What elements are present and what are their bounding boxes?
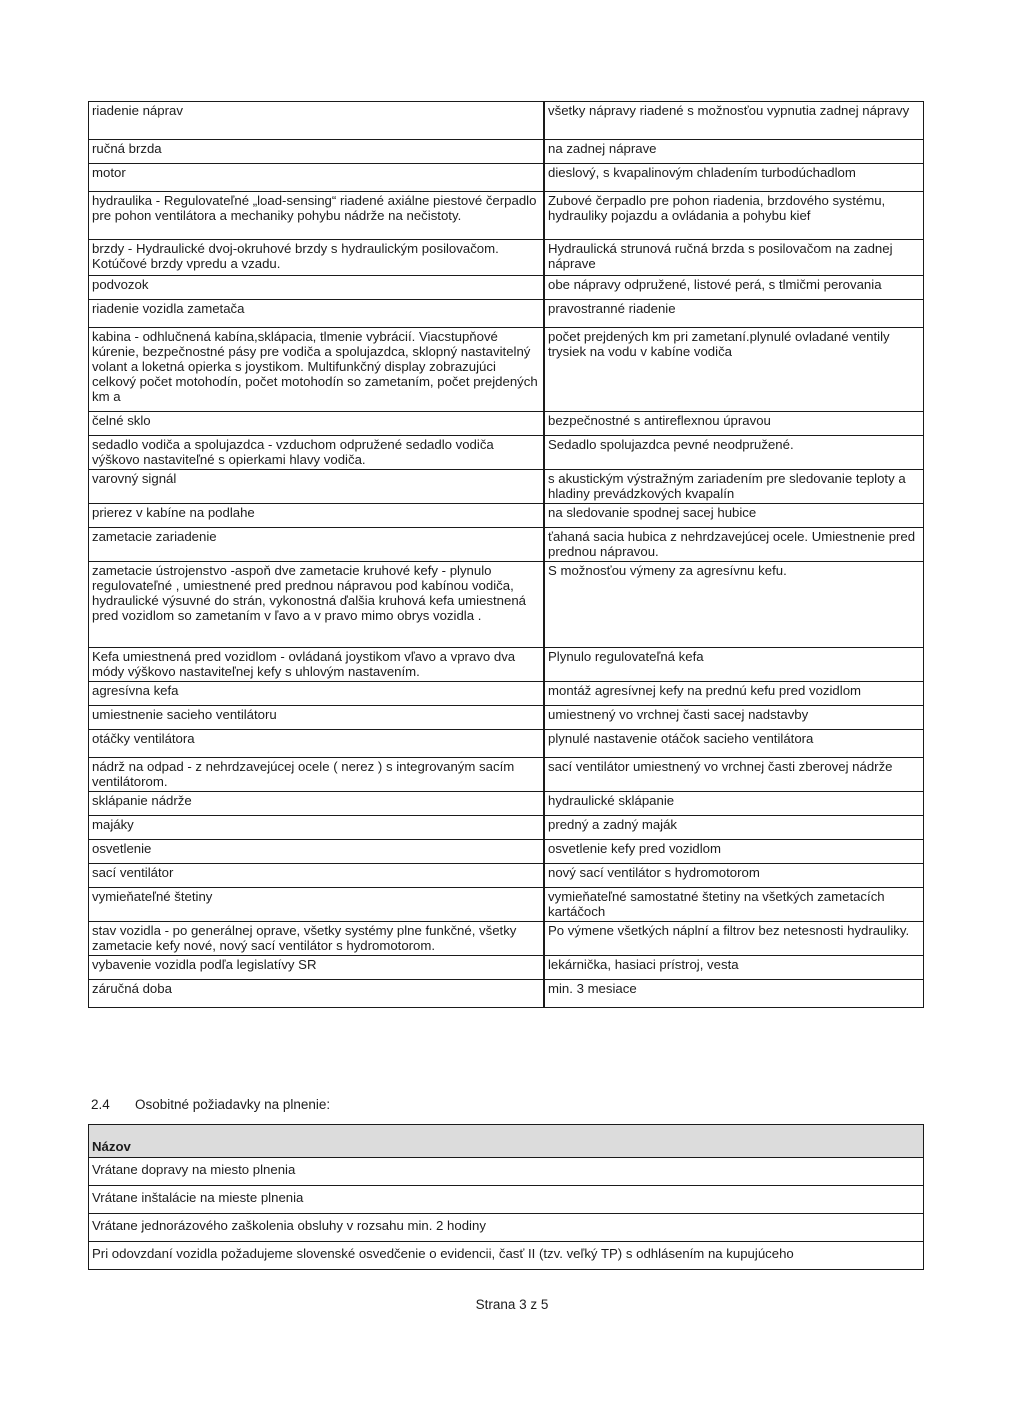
spec-row: [89, 192, 924, 240]
spec-value: Zubové čerpadlo pre pohon riadenia, brzdového systému, hydrauliky pojazdu a ovládania a pohybu kief: [545, 192, 924, 240]
spec-row: [89, 792, 924, 816]
spec-row: [89, 562, 924, 648]
spec-value: plynulé nastavenie otáčok sacieho ventilátora: [545, 730, 924, 758]
spec-parameter: agresívna kefa: [89, 682, 544, 706]
spec-value: Sedadlo spolujazdca pevné neodpružené.: [545, 436, 924, 470]
spec-row: [89, 980, 924, 1008]
spec-parameter: sací ventilátor: [89, 864, 544, 888]
spec-row: [89, 276, 924, 300]
spec-row: [89, 470, 924, 504]
requirement-item: Vrátane jednorázového zaškolenia obsluhy v rozsahu min. 2 hodiny: [89, 1214, 924, 1242]
spec-row: [89, 436, 924, 470]
spec-row: [89, 648, 924, 682]
spec-value: počet prejdených km pri zametaní.plynulé ovladané ventily trysiek na vodu v kabíne vodiča: [545, 328, 924, 412]
spec-value: na zadnej náprave: [545, 140, 924, 164]
specification-table: [88, 101, 924, 1008]
spec-value: hydraulické sklápanie: [545, 792, 924, 816]
section-number: 2.4: [91, 1097, 110, 1112]
spec-row: [89, 816, 924, 840]
spec-parameter: motor: [89, 164, 544, 192]
requirement-item: Pri odovzdaní vozidla požadujeme slovenské osvedčenie o evidencii, časť II (tzv. veľký TP) s odhlásením na kupujúceho: [89, 1242, 924, 1270]
requirement-row: [89, 1158, 924, 1186]
spec-value: min. 3 mesiace: [545, 980, 924, 1008]
requirement-row: [89, 1214, 924, 1242]
section-title: Osobitné požiadavky na plnenie:: [135, 1097, 331, 1112]
page-number: Strana 3 z 5: [475, 1297, 549, 1312]
spec-row: [89, 412, 924, 436]
spec-value: montáž agresívnej kefy na prednú kefu pred vozidlom: [545, 682, 924, 706]
spec-value: Po výmene všetkých náplní a filtrov bez netesnosti hydrauliky.: [545, 922, 924, 956]
spec-value: lekárnička, hasiaci prístroj, vesta: [545, 956, 924, 980]
spec-parameter: hydraulika - Regulovateľné „load-sensing“ riadené axiálne piestové čerpadlo pre pohon ventilátora a mechaniky pohybu nádrže na nečistoty.: [89, 192, 544, 240]
requirement-item: Vrátane dopravy na miesto plnenia: [89, 1158, 924, 1186]
spec-value: Plynulo regulovateľná kefa: [545, 648, 924, 682]
spec-parameter: kabina - odhlučnená kabína,sklápacia, tlmenie vybrácií. Viacstupňové kúrenie, bezpečnostné pásy pre vodiča a spolujazdca, sklopný nastavitelný volant a loketná opierka s joystikom. Multifunkčný display zobrazujúci celkový počet motohodín, počet motohodín so zametaním, počet prejdených km a: [89, 328, 544, 412]
requirement-row: [89, 1186, 924, 1214]
spec-row: [89, 706, 924, 730]
spec-value: dieslový, s kvapalinovým chladením turbodúchadlom: [545, 164, 924, 192]
spec-parameter: podvozok: [89, 276, 544, 300]
spec-parameter: zametacie zariadenie: [89, 528, 544, 562]
spec-parameter: otáčky ventilátora: [89, 730, 544, 758]
spec-value: vymieňateľné samostatné štetiny na všetkých zametacích kartáčoch: [545, 888, 924, 922]
requirement-item: Vrátane inštalácie na mieste plnenia: [89, 1186, 924, 1214]
spec-row: [89, 888, 924, 922]
spec-parameter: sklápanie nádrže: [89, 792, 544, 816]
section-heading: [91, 1097, 330, 1112]
spec-parameter: vymieňateľné štetiny: [89, 888, 544, 922]
spec-row: [89, 956, 924, 980]
spec-value: Hydraulická strunová ručná brzda s posilovačom na zadnej náprave: [545, 240, 924, 276]
spec-parameter: riadenie náprav: [89, 102, 544, 140]
requirements-header: Názov: [89, 1125, 924, 1158]
spec-row: [89, 758, 924, 792]
spec-row: [89, 864, 924, 888]
spec-row: [89, 504, 924, 528]
spec-parameter: záručná doba: [89, 980, 544, 1008]
spec-row: [89, 528, 924, 562]
spec-parameter: nádrž na odpad - z nehrdzavejúcej ocele ( nerez ) s integrovaným sacím ventilátorom.: [89, 758, 544, 792]
spec-value: na sledovanie spodnej sacej hubice: [545, 504, 924, 528]
spec-value: všetky nápravy riadené s možnosťou vypnutia zadnej nápravy: [545, 102, 924, 140]
spec-row: [89, 300, 924, 328]
spec-value: pravostranné riadenie: [545, 300, 924, 328]
spec-parameter: varovný signál: [89, 470, 544, 504]
spec-parameter: vybavenie vozidla podľa legislatívy SR: [89, 956, 544, 980]
spec-parameter: čelné sklo: [89, 412, 544, 436]
spec-parameter: prierez v kabíne na podlahe: [89, 504, 544, 528]
spec-parameter: ručná brzda: [89, 140, 544, 164]
spec-value: bezpečnostné s antireflexnou úpravou: [545, 412, 924, 436]
spec-parameter: osvetlenie: [89, 840, 544, 864]
spec-value: s akustickým výstražným zariadením pre sledovanie teploty a hladiny prevádzkových kvapalín: [545, 470, 924, 504]
spec-value: osvetlenie kefy pred vozidlom: [545, 840, 924, 864]
requirement-row: [89, 1242, 924, 1270]
spec-parameter: majáky: [89, 816, 544, 840]
spec-value: umiestnený vo vrchnej časti sacej nadstavby: [545, 706, 924, 730]
spec-parameter: zametacie ústrojenstvo -aspoň dve zametacie kruhové kefy - plynulo regulovateľné , umiestnené pred prednou nápravou pod kabínou vodiča, hydraulické výsuvné do strán, vykonostná ďalšia kruhová kefa umiestnená pred vozidlom so zametaním v ľavo a v pravo mimo obrys vozidla .: [89, 562, 544, 648]
spec-row: [89, 102, 924, 140]
spec-row: [89, 922, 924, 956]
spec-row: [89, 328, 924, 412]
spec-row: [89, 682, 924, 706]
spec-row: [89, 140, 924, 164]
requirements-table: [88, 1124, 924, 1270]
spec-row: [89, 730, 924, 758]
spec-parameter: sedadlo vodiča a spolujazdca - vzduchom odpružené sedadlo vodiča výškovo nastaviteľné s opierkami hlavy vodiča.: [89, 436, 544, 470]
spec-parameter: brzdy - Hydraulické dvoj-okruhové brzdy s hydraulickým posilovačom. Kotúčové brzdy vpredu a vzadu.: [89, 240, 544, 276]
spec-value: ťahaná sacia hubica z nehrdzavejúcej ocele. Umiestnenie pred prednou nápravou.: [545, 528, 924, 562]
spec-parameter: stav vozidla - po generálnej oprave, všetky systémy plne funkčné, všetky zametacie kefy nové, nový sací ventilátor s hydromotorom.: [89, 922, 544, 956]
spec-parameter: umiestnenie sacieho ventilátoru: [89, 706, 544, 730]
spec-value: S možnosťou výmeny za agresívnu kefu.: [545, 562, 924, 648]
spec-parameter: riadenie vozidla zametača: [89, 300, 544, 328]
spec-row: [89, 164, 924, 192]
spec-row: [89, 840, 924, 864]
requirements-header-row: [89, 1125, 924, 1158]
spec-parameter: Kefa umiestnená pred vozidlom - ovládaná joystikom vľavo a vpravo dva módy výškovo nastaviteľnej kefy s uhlovým nastavením.: [89, 648, 544, 682]
spec-value: nový sací ventilátor s hydromotorom: [545, 864, 924, 888]
spec-value: predný a zadný maják: [545, 816, 924, 840]
spec-value: obe nápravy odpružené, listové perá, s tlmičmi perovania: [545, 276, 924, 300]
spec-value: sací ventilátor umiestnený vo vrchnej časti zberovej nádrže: [545, 758, 924, 792]
spec-row: [89, 240, 924, 276]
